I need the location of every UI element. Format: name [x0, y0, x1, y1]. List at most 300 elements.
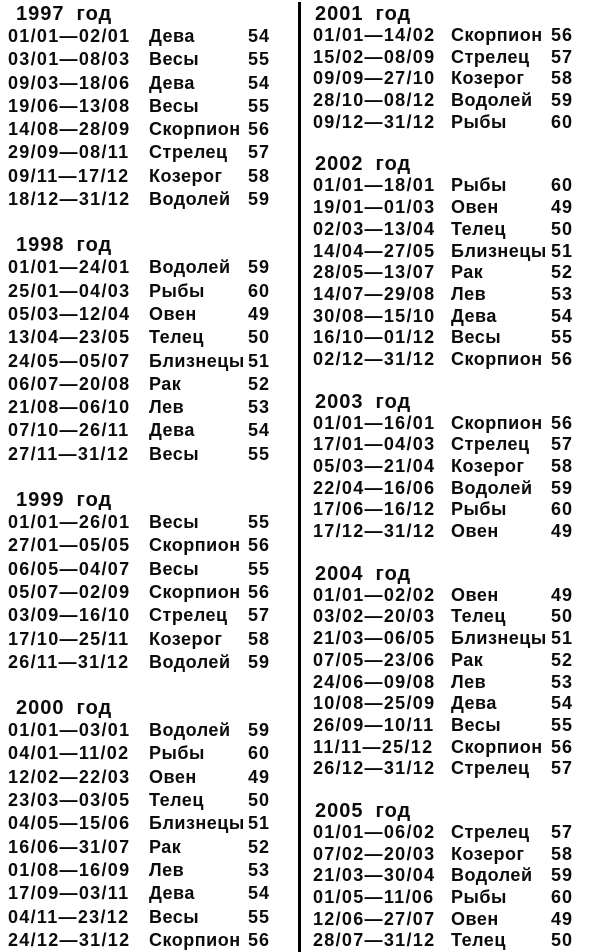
zodiac-sign: Весы [451, 714, 502, 735]
zodiac-sign: Телец [451, 218, 506, 239]
page-number: 55 [248, 49, 271, 70]
page-number: 56 [248, 119, 271, 140]
date-range: 21/03—30/04 [313, 865, 436, 886]
table-row [8, 256, 276, 279]
date-range: 29/09—08/11 [8, 142, 130, 163]
year-heading [8, 697, 276, 719]
page-number: 60 [551, 887, 574, 907]
table-row [8, 812, 276, 835]
year-value: 2004 [315, 562, 364, 585]
table-row [313, 327, 579, 349]
zodiac-sign: Рыбы [451, 111, 507, 132]
zodiac-sign: Весы [149, 512, 200, 533]
year-value: 2001 [315, 3, 364, 25]
page-number: 55 [248, 558, 271, 579]
year-suffix: год [375, 562, 412, 585]
zodiac-sign: Стрелец [149, 605, 228, 626]
page-number: 56 [248, 929, 271, 950]
page-number: 57 [551, 434, 574, 455]
table-row [8, 651, 276, 674]
year-value: 2005 [315, 799, 364, 822]
zodiac-sign: Овен [451, 197, 499, 218]
page-number: 55 [551, 714, 574, 735]
zodiac-sign: Скорпион [451, 736, 543, 757]
page-number: 59 [551, 90, 574, 111]
page-number: 55 [248, 906, 271, 927]
year-value: 2000 [16, 697, 65, 720]
zodiac-sign: Водолей [149, 189, 231, 210]
page-number: 51 [248, 350, 271, 371]
date-range: 01/01—24/01 [8, 257, 131, 278]
year-section [8, 234, 276, 466]
zodiac-sign: Дева [451, 305, 497, 326]
page-number: 59 [551, 477, 574, 498]
date-range: 01/08—16/09 [8, 859, 131, 880]
table-row [313, 241, 579, 263]
date-range: 26/09—10/11 [313, 714, 435, 735]
year-suffix: год [76, 234, 113, 257]
date-range: 14/07—29/08 [313, 283, 436, 304]
table-row [313, 822, 579, 844]
year-heading [313, 563, 579, 585]
page-number: 51 [248, 813, 271, 834]
zodiac-sign: Рыбы [451, 887, 507, 907]
page-number: 57 [551, 758, 574, 779]
year-suffix: год [375, 3, 412, 25]
date-range: 01/01—16/01 [313, 412, 436, 433]
table-row [8, 906, 276, 929]
zodiac-sign: Близнецы [149, 813, 245, 834]
date-range: 28/07—31/12 [313, 930, 436, 951]
year-rows [313, 413, 579, 543]
zodiac-sign: Дева [149, 420, 195, 441]
year-heading [8, 234, 276, 256]
page-number: 57 [248, 605, 271, 626]
date-range: 19/06—13/08 [8, 95, 131, 116]
zodiac-sign: Рак [149, 373, 182, 394]
zodiac-sign: Стрелец [451, 46, 530, 67]
table-row [313, 434, 579, 456]
year-value: 2003 [315, 390, 364, 413]
date-range: 28/10—08/12 [313, 90, 436, 111]
year-suffix: год [76, 3, 113, 25]
zodiac-sign: Овен [149, 766, 197, 787]
column-left [8, 3, 276, 952]
zodiac-sign: Рыбы [149, 743, 205, 764]
year-heading [313, 153, 579, 175]
year-rows [313, 585, 579, 780]
table-row [8, 280, 276, 303]
table-row [313, 585, 579, 607]
zodiac-sign: Лев [149, 397, 185, 418]
year-rows [8, 256, 276, 466]
year-suffix: год [375, 153, 412, 176]
column-divider [298, 2, 301, 952]
page-number: 60 [248, 743, 271, 764]
page-number: 50 [551, 606, 574, 627]
page-number: 53 [248, 859, 271, 880]
table-row [8, 929, 276, 952]
table-row [8, 581, 276, 604]
date-range: 05/03—21/04 [313, 456, 436, 476]
table-row [313, 758, 579, 780]
page-number: 57 [551, 821, 574, 842]
page-number: 56 [248, 581, 271, 602]
table-row [313, 693, 579, 715]
date-range: 14/08—28/09 [8, 119, 131, 140]
date-range: 19/01—01/03 [313, 197, 436, 218]
date-range: 24/05—05/07 [8, 350, 131, 371]
date-range: 26/12—31/12 [313, 758, 436, 779]
year-heading [313, 800, 579, 822]
year-heading [313, 3, 579, 25]
zodiac-sign: Скорпион [149, 929, 241, 950]
zodiac-sign: Весы [149, 558, 200, 579]
table-row [313, 90, 579, 112]
table-row [8, 789, 276, 812]
table-row [8, 118, 276, 141]
page-number: 54 [551, 305, 574, 326]
date-range: 06/07—20/08 [8, 373, 131, 394]
date-range: 01/01—03/01 [8, 720, 131, 741]
page-number: 50 [551, 218, 574, 239]
table-row [8, 419, 276, 442]
zodiac-sign: Водолей [451, 477, 533, 498]
year-section [8, 3, 276, 211]
table-row [313, 887, 579, 909]
page-number: 51 [551, 240, 574, 261]
date-range: 26/11—31/12 [8, 651, 130, 672]
zodiac-sign: Скорпион [149, 119, 241, 140]
table-row [313, 909, 579, 931]
table-row [8, 534, 276, 557]
page-number: 56 [248, 535, 271, 556]
year-rows [8, 719, 276, 952]
table-row [8, 188, 276, 211]
zodiac-sign: Водолей [451, 90, 533, 111]
date-range: 01/01—26/01 [8, 512, 131, 533]
date-range: 16/10—01/12 [313, 327, 436, 348]
zodiac-sign: Козерог [149, 628, 223, 649]
year-heading [313, 391, 579, 413]
page-number: 53 [551, 671, 574, 692]
zodiac-sign: Рыбы [451, 175, 507, 196]
zodiac-sign: Козерог [451, 68, 525, 89]
zodiac-sign: Лев [451, 283, 487, 304]
date-range: 01/01—14/02 [313, 25, 436, 45]
date-range: 28/05—13/07 [313, 262, 436, 283]
zodiac-sign: Стрелец [149, 142, 228, 163]
zodiac-sign: Водолей [149, 651, 231, 672]
table-row [313, 284, 579, 306]
year-section [313, 563, 579, 780]
zodiac-sign: Скорпион [451, 25, 543, 45]
table-row [8, 604, 276, 627]
date-range: 16/06—31/07 [8, 836, 131, 857]
date-range: 30/08—15/10 [313, 305, 436, 326]
date-range: 01/01—02/01 [8, 26, 131, 46]
date-range: 18/12—31/12 [8, 189, 131, 210]
zodiac-sign: Телец [149, 790, 204, 811]
page-number: 57 [551, 46, 574, 67]
page-number: 60 [551, 111, 574, 132]
table-row [313, 478, 579, 500]
year-suffix: год [76, 489, 113, 512]
page-number: 50 [551, 930, 574, 951]
year-suffix: год [76, 697, 113, 720]
page-number: 49 [551, 908, 574, 929]
date-range: 12/02—22/03 [8, 766, 131, 787]
table-row [313, 349, 579, 371]
zodiac-sign: Рыбы [149, 280, 205, 301]
table-row [8, 859, 276, 882]
year-suffix: год [375, 799, 412, 822]
zodiac-sign: Козерог [451, 843, 525, 864]
table-row [313, 262, 579, 284]
date-range: 21/03—06/05 [313, 628, 436, 649]
page-number: 57 [248, 142, 271, 163]
table-row [313, 672, 579, 694]
zodiac-sign: Рак [451, 649, 484, 670]
zodiac-sign: Водолей [149, 720, 231, 741]
table-row [313, 175, 579, 197]
date-range: 09/09—27/10 [313, 68, 436, 89]
page-number: 53 [551, 283, 574, 304]
table-row [313, 628, 579, 650]
date-range: 04/11—23/12 [8, 906, 130, 927]
table-row [8, 628, 276, 651]
page-number: 60 [551, 175, 574, 196]
year-section [313, 391, 579, 543]
table-row [8, 303, 276, 326]
year-heading [8, 489, 276, 511]
zodiac-sign: Дева [149, 26, 195, 46]
date-range: 03/09—16/10 [8, 605, 131, 626]
date-range: 02/03—13/04 [313, 218, 436, 239]
table-row [8, 558, 276, 581]
year-rows [313, 25, 579, 133]
year-rows [8, 25, 276, 211]
date-range: 06/05—04/07 [8, 558, 131, 579]
table-row [313, 844, 579, 866]
date-range: 17/06—16/12 [313, 499, 436, 520]
table-row [8, 836, 276, 859]
date-range: 05/03—12/04 [8, 303, 131, 324]
table-row [313, 456, 579, 478]
zodiac-sign: Водолей [149, 257, 231, 278]
table-row [313, 499, 579, 521]
table-row [8, 350, 276, 373]
year-rows [313, 175, 579, 370]
table-row [8, 141, 276, 164]
table-row [8, 396, 276, 419]
zodiac-sign: Стрелец [451, 434, 530, 455]
page-number: 56 [551, 412, 574, 433]
zodiac-sign: Козерог [451, 456, 525, 476]
date-range: 01/05—11/06 [313, 887, 435, 907]
page-number: 59 [248, 189, 271, 210]
page-number: 49 [551, 584, 574, 605]
date-range: 05/07—02/09 [8, 581, 131, 602]
page-number: 56 [551, 736, 574, 757]
page-number: 58 [551, 68, 574, 89]
zodiac-sign: Телец [149, 327, 204, 348]
date-range: 22/04—16/06 [313, 477, 436, 498]
page-number: 49 [551, 197, 574, 218]
date-range: 24/12—31/12 [8, 929, 131, 950]
page-number: 54 [248, 883, 271, 904]
page-number: 49 [248, 766, 271, 787]
year-section [313, 153, 579, 370]
date-range: 14/04—27/05 [313, 240, 436, 261]
table-row [8, 742, 276, 765]
zodiac-sign: Скорпион [149, 535, 241, 556]
zodiac-sign: Лев [149, 859, 185, 880]
zodiac-sign: Лев [451, 671, 487, 692]
table-row [8, 48, 276, 71]
zodiac-sign: Овен [451, 584, 499, 605]
table-row [313, 112, 579, 134]
table-row [313, 521, 579, 543]
year-heading [8, 3, 276, 25]
year-rows [8, 511, 276, 674]
page-number: 60 [248, 280, 271, 301]
date-range: 04/01—11/02 [8, 743, 130, 764]
page-number: 52 [551, 649, 574, 670]
date-range: 07/10—26/11 [8, 420, 130, 441]
zodiac-sign: Телец [451, 606, 506, 627]
zodiac-sign: Скорпион [451, 412, 543, 433]
date-range: 25/01—04/03 [8, 280, 131, 301]
column-right [313, 3, 579, 952]
page-number: 56 [551, 348, 574, 369]
page-number: 51 [551, 628, 574, 649]
date-range: 01/01—02/02 [313, 584, 436, 605]
date-range: 03/02—20/03 [313, 606, 436, 627]
page-number: 60 [551, 499, 574, 520]
date-range: 09/11—17/12 [8, 165, 130, 186]
zodiac-sign: Близнецы [451, 628, 547, 649]
date-range: 17/01—04/03 [313, 434, 436, 455]
zodiac-sign: Весы [149, 443, 200, 464]
date-range: 10/08—25/09 [313, 693, 436, 714]
zodiac-sign: Водолей [451, 865, 533, 886]
zodiac-sign: Стрелец [451, 821, 530, 842]
table-row [313, 68, 579, 90]
zodiac-sign: Скорпион [149, 581, 241, 602]
zodiac-sign: Овен [149, 303, 197, 324]
page-number: 49 [248, 303, 271, 324]
year-rows [313, 822, 579, 952]
table-row [313, 650, 579, 672]
page-number: 59 [551, 865, 574, 886]
date-range: 15/02—08/09 [313, 46, 436, 67]
date-range: 27/01—05/05 [8, 535, 131, 556]
date-range: 17/12—31/12 [313, 521, 436, 542]
page-number: 54 [248, 420, 271, 441]
page-number: 58 [551, 843, 574, 864]
page-number: 54 [551, 693, 574, 714]
date-range: 09/12—31/12 [313, 111, 436, 132]
zodiac-sign: Весы [451, 327, 502, 348]
date-range: 01/01—18/01 [313, 175, 436, 196]
table-row [313, 25, 579, 47]
page-number: 59 [248, 257, 271, 278]
zodiac-sign: Рыбы [451, 499, 507, 520]
table-row [313, 413, 579, 435]
page-number: 55 [551, 327, 574, 348]
date-range: 07/05—23/06 [313, 649, 436, 670]
table-row [8, 882, 276, 905]
page-number: 53 [248, 397, 271, 418]
year-value: 1997 [16, 3, 65, 25]
table-row [313, 47, 579, 69]
date-range: 02/12—31/12 [313, 348, 436, 369]
zodiac-sign: Овен [451, 521, 499, 542]
table-row [8, 511, 276, 534]
page-number: 58 [248, 165, 271, 186]
table-row [313, 197, 579, 219]
year-section [8, 697, 276, 952]
page-number: 54 [248, 26, 271, 46]
zodiac-sign: Близнецы [149, 350, 245, 371]
year-value: 2002 [315, 153, 364, 176]
page-number: 59 [248, 720, 271, 741]
table-row [8, 165, 276, 188]
year-suffix: год [375, 390, 412, 413]
page-number: 55 [248, 95, 271, 116]
page-number: 54 [248, 72, 271, 93]
date-range: 23/03—03/05 [8, 790, 131, 811]
table-row [8, 326, 276, 349]
date-range: 21/08—06/10 [8, 397, 131, 418]
table-row [8, 95, 276, 118]
zodiac-sign: Весы [149, 906, 200, 927]
zodiac-sign: Рак [149, 836, 182, 857]
date-range: 13/04—23/05 [8, 327, 131, 348]
table-row [8, 719, 276, 742]
zodiac-sign: Рак [451, 262, 484, 283]
year-section [313, 3, 579, 133]
zodiac-sign: Овен [451, 908, 499, 929]
table-row [313, 715, 579, 737]
zodiac-sign: Телец [451, 930, 506, 951]
zodiac-sign: Дева [149, 72, 195, 93]
table-row [313, 865, 579, 887]
table-row [8, 373, 276, 396]
date-range: 04/05—15/06 [8, 813, 131, 834]
table-row [313, 930, 579, 952]
date-range: 09/03—18/06 [8, 72, 131, 93]
page-number: 59 [248, 651, 271, 672]
zodiac-sign: Стрелец [451, 758, 530, 779]
table-row [8, 25, 276, 48]
date-range: 12/06—27/07 [313, 908, 436, 929]
page-number: 55 [248, 443, 271, 464]
table-row [313, 737, 579, 759]
zodiac-sign: Близнецы [451, 240, 547, 261]
zodiac-sign: Дева [149, 883, 195, 904]
page-number: 52 [248, 836, 271, 857]
year-section [8, 489, 276, 674]
year-value: 1999 [16, 489, 65, 512]
zodiac-sign: Скорпион [451, 348, 543, 369]
table-row [8, 443, 276, 466]
page-number: 52 [551, 262, 574, 283]
page-number: 49 [551, 521, 574, 542]
year-value: 1998 [16, 234, 65, 257]
page-number: 56 [551, 25, 574, 45]
